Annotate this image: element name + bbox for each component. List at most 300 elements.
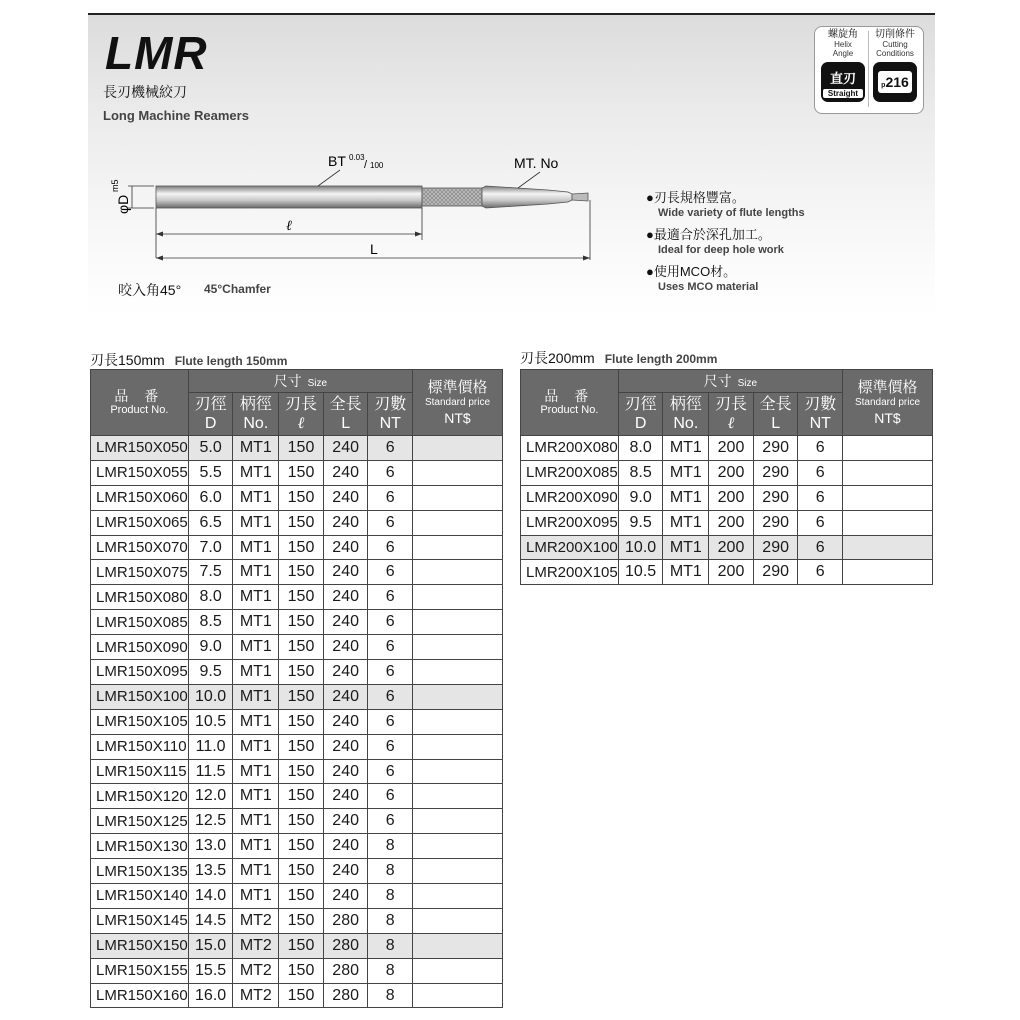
cell-diameter: 10.5 xyxy=(618,560,663,585)
cell-product-no: LMR150X100 xyxy=(91,684,189,709)
cell-shank-taper: MT2 xyxy=(233,983,279,1008)
cell-product-no: LMR150X110 xyxy=(91,734,189,759)
cell-product-no: LMR150X095 xyxy=(91,660,189,685)
product-title-en: Long Machine Reamers xyxy=(103,108,249,123)
tang xyxy=(572,193,588,201)
cell-flute-count: 6 xyxy=(798,510,843,535)
cell-flute-length: 150 xyxy=(279,884,324,909)
cell-diameter: 14.0 xyxy=(188,884,233,909)
bt-denominator: 100 xyxy=(370,161,384,170)
header-size-cn: 尺寸 xyxy=(703,373,732,389)
cell-flute-length: 200 xyxy=(709,560,754,585)
cell-product-no: LMR150X055 xyxy=(91,460,189,485)
cell-overall-length: 240 xyxy=(323,585,368,610)
cell-flute-length: 150 xyxy=(279,859,324,884)
cell-shank-taper: MT1 xyxy=(233,734,279,759)
header-size-en: Size xyxy=(737,378,758,389)
feature-item xyxy=(646,227,805,258)
cell-product-no: LMR150X125 xyxy=(91,809,189,834)
cell-flute-count: 6 xyxy=(368,784,413,809)
cell-overall-length: 240 xyxy=(323,485,368,510)
cell-overall-length: 290 xyxy=(753,436,798,461)
svg-text:/: / xyxy=(364,159,368,171)
cell-price xyxy=(413,635,503,660)
cell-flute-count: 8 xyxy=(368,884,413,909)
chamfer-label-en: 45°Chamfer xyxy=(204,282,271,296)
table-row xyxy=(521,436,933,461)
header-price xyxy=(843,370,933,436)
table-row xyxy=(521,460,933,485)
cell-product-no: LMR150X060 xyxy=(91,485,189,510)
cell-price xyxy=(413,759,503,784)
table-flute-200 xyxy=(520,369,933,585)
cell-overall-length: 280 xyxy=(323,933,368,958)
table-row xyxy=(91,460,503,485)
cell-shank-taper: MT1 xyxy=(233,759,279,784)
header-size-en: Size xyxy=(307,378,328,389)
cell-shank-taper: MT1 xyxy=(233,510,279,535)
cell-product-no: LMR150X135 xyxy=(91,859,189,884)
cell-product-no: LMR150X120 xyxy=(91,784,189,809)
cell-flute-count: 8 xyxy=(368,983,413,1008)
cell-flute-length: 150 xyxy=(279,684,324,709)
cell-flute-count: 6 xyxy=(368,809,413,834)
product-title-cn: 長刃機械絞刀 xyxy=(103,84,187,100)
cell-price xyxy=(413,884,503,909)
helix-label-en2: Angle xyxy=(832,49,854,58)
cell-product-no: LMR150X115 xyxy=(91,759,189,784)
cell-diameter: 8.5 xyxy=(618,460,663,485)
table-row xyxy=(91,908,503,933)
cell-flute-count: 6 xyxy=(798,460,843,485)
cell-flute-count: 6 xyxy=(798,535,843,560)
cell-product-no: LMR150X065 xyxy=(91,510,189,535)
cell-shank-taper: MT1 xyxy=(233,585,279,610)
cell-flute-count: 6 xyxy=(798,560,843,585)
cell-diameter: 9.5 xyxy=(188,660,233,685)
cell-diameter: 7.5 xyxy=(188,560,233,585)
cell-diameter: 15.0 xyxy=(188,933,233,958)
table150-caption-cn: 刃長150mm xyxy=(90,352,165,368)
table200-caption-cn: 刃長200mm xyxy=(520,350,595,366)
cell-overall-length: 290 xyxy=(753,535,798,560)
cell-shank-taper: MT1 xyxy=(233,436,279,461)
table-row xyxy=(91,535,503,560)
cell-flute-length: 150 xyxy=(279,510,324,535)
table-row xyxy=(91,933,503,958)
cell-flute-length: 150 xyxy=(279,535,324,560)
cell-overall-length: 290 xyxy=(753,485,798,510)
feature-en: Uses MCO material xyxy=(658,281,759,293)
cell-diameter: 13.5 xyxy=(188,859,233,884)
header-product xyxy=(91,370,189,436)
table200-caption-en: Flute length 200mm xyxy=(604,352,718,366)
cell-flute-length: 200 xyxy=(709,485,754,510)
cell-flute-count: 6 xyxy=(368,535,413,560)
page-reference-icon[interactable] xyxy=(873,62,917,102)
cell-price xyxy=(413,834,503,859)
cell-shank-taper: MT1 xyxy=(663,436,709,461)
table150-caption-en: Flute length 150mm xyxy=(174,354,288,368)
table-row xyxy=(91,485,503,510)
cell-diameter: 14.5 xyxy=(188,908,233,933)
feature-item xyxy=(646,190,805,221)
table-flute-150 xyxy=(90,369,503,1008)
cell-overall-length: 240 xyxy=(323,784,368,809)
cell-product-no: LMR200X100 xyxy=(521,535,619,560)
header-dia: 刃徑 D xyxy=(618,393,663,436)
cell-shank-taper: MT1 xyxy=(233,660,279,685)
cell-flute-length: 150 xyxy=(279,560,324,585)
page-number: 216 xyxy=(885,74,909,90)
cell-product-no: LMR150X080 xyxy=(91,585,189,610)
reamer-drawing xyxy=(110,148,610,268)
header-shank: 柄徑 No. xyxy=(233,393,279,436)
cell-flute-count: 6 xyxy=(368,436,413,461)
table-row xyxy=(521,485,933,510)
cell-flute-length: 150 xyxy=(279,809,324,834)
cell-flute-length: 150 xyxy=(279,958,324,983)
cell-diameter: 11.5 xyxy=(188,759,233,784)
feature-cn: ●刃長規格豐富。 xyxy=(646,190,745,205)
header-size xyxy=(188,370,412,393)
cell-overall-length: 280 xyxy=(323,958,368,983)
cell-flute-count: 6 xyxy=(368,759,413,784)
table-row xyxy=(91,684,503,709)
cell-flute-length: 150 xyxy=(279,983,324,1008)
cutting-label-cn: 切削條件 xyxy=(875,29,915,40)
cell-diameter: 6.0 xyxy=(188,485,233,510)
cell-price xyxy=(413,983,503,1008)
cell-shank-taper: MT1 xyxy=(663,510,709,535)
cell-flute-length: 150 xyxy=(279,784,324,809)
taper-shank xyxy=(482,186,572,208)
cell-shank-taper: MT1 xyxy=(233,834,279,859)
cell-product-no: LMR150X130 xyxy=(91,834,189,859)
header-total: 全長 L xyxy=(753,393,798,436)
table-row xyxy=(91,510,503,535)
cell-flute-length: 150 xyxy=(279,485,324,510)
cell-product-no: LMR150X160 xyxy=(91,983,189,1008)
cell-product-no: LMR150X050 xyxy=(91,436,189,461)
cell-flute-count: 8 xyxy=(368,908,413,933)
cell-product-no: LMR150X090 xyxy=(91,635,189,660)
cell-flute-count: 8 xyxy=(368,958,413,983)
cell-diameter: 8.5 xyxy=(188,610,233,635)
cell-diameter: 10.5 xyxy=(188,709,233,734)
cell-overall-length: 290 xyxy=(753,560,798,585)
cell-diameter: 9.0 xyxy=(618,485,663,510)
cell-flute-length: 150 xyxy=(279,759,324,784)
header-dia: 刃徑 D xyxy=(188,393,233,436)
spec-badges xyxy=(814,26,924,114)
cell-price xyxy=(413,610,503,635)
table-row xyxy=(521,560,933,585)
table-row xyxy=(91,436,503,461)
cell-diameter: 12.5 xyxy=(188,809,233,834)
header-price-cn: 標準價格 xyxy=(857,378,918,396)
header-product-cn: 品 番 xyxy=(114,388,165,404)
cell-shank-taper: MT1 xyxy=(663,535,709,560)
chamfer-label-cn: 咬入角45° xyxy=(118,282,182,298)
cell-overall-length: 240 xyxy=(323,884,368,909)
cell-price xyxy=(413,859,503,884)
table-row xyxy=(91,734,503,759)
cell-flute-length: 150 xyxy=(279,834,324,859)
cell-price xyxy=(413,660,503,685)
cell-product-no: LMR200X080 xyxy=(521,436,619,461)
cell-product-no: LMR150X075 xyxy=(91,560,189,585)
cell-diameter: 15.5 xyxy=(188,958,233,983)
cell-diameter: 5.5 xyxy=(188,460,233,485)
diameter-label: φD xyxy=(115,194,131,214)
cell-overall-length: 240 xyxy=(323,859,368,884)
header-flute: 刃長 ℓ xyxy=(279,393,324,436)
cell-overall-length: 240 xyxy=(323,535,368,560)
header-teeth: 刃數 NT xyxy=(798,393,843,436)
cell-price xyxy=(413,535,503,560)
cell-price xyxy=(413,510,503,535)
cell-overall-length: 240 xyxy=(323,635,368,660)
table-row xyxy=(91,709,503,734)
cell-price xyxy=(413,560,503,585)
cell-overall-length: 240 xyxy=(323,660,368,685)
diameter-tolerance: m5 xyxy=(110,179,120,192)
straight-icon-text: 直刃 xyxy=(829,71,856,86)
cell-diameter: 5.0 xyxy=(188,436,233,461)
cell-flute-count: 6 xyxy=(368,734,413,759)
header-flute: 刃長 ℓ xyxy=(709,393,754,436)
table-row xyxy=(91,958,503,983)
cell-shank-taper: MT2 xyxy=(233,933,279,958)
header-total: 全長 L xyxy=(323,393,368,436)
cutting-conditions-badge xyxy=(869,29,921,102)
neck-section xyxy=(422,188,482,206)
table-row xyxy=(91,809,503,834)
table-row xyxy=(91,610,503,635)
cell-flute-length: 200 xyxy=(709,535,754,560)
table-row xyxy=(91,859,503,884)
feature-cn: ●使用MCO材。 xyxy=(646,264,737,279)
cell-price xyxy=(843,510,933,535)
table200-caption xyxy=(520,348,717,368)
cell-diameter: 16.0 xyxy=(188,983,233,1008)
cell-shank-taper: MT1 xyxy=(233,635,279,660)
cell-price xyxy=(413,436,503,461)
cell-diameter: 7.0 xyxy=(188,535,233,560)
cell-flute-length: 150 xyxy=(279,635,324,660)
product-logo: LMR xyxy=(105,27,208,79)
table-row xyxy=(91,759,503,784)
table-row xyxy=(91,834,503,859)
cell-shank-taper: MT1 xyxy=(663,460,709,485)
header-product-en: Product No. xyxy=(110,404,169,416)
cutting-label-en2: Conditions xyxy=(876,49,914,58)
cell-product-no: LMR150X085 xyxy=(91,610,189,635)
cell-shank-taper: MT1 xyxy=(233,859,279,884)
cell-price xyxy=(843,485,933,510)
cell-flute-count: 6 xyxy=(368,709,413,734)
cell-price xyxy=(413,460,503,485)
cell-shank-taper: MT1 xyxy=(233,884,279,909)
header-shank: 柄徑 No. xyxy=(663,393,709,436)
cell-flute-length: 200 xyxy=(709,510,754,535)
header-product xyxy=(521,370,619,436)
table150-caption xyxy=(90,350,287,370)
cell-flute-length: 150 xyxy=(279,660,324,685)
cell-shank-taper: MT1 xyxy=(233,709,279,734)
header-size-cn: 尺寸 xyxy=(273,373,302,389)
cell-flute-length: 150 xyxy=(279,585,324,610)
cell-price xyxy=(843,560,933,585)
cell-overall-length: 240 xyxy=(323,610,368,635)
cell-overall-length: 290 xyxy=(753,460,798,485)
cell-overall-length: 240 xyxy=(323,734,368,759)
cell-overall-length: 240 xyxy=(323,709,368,734)
cell-diameter: 8.0 xyxy=(188,585,233,610)
cell-product-no: LMR150X070 xyxy=(91,535,189,560)
header-teeth: 刃數 NT xyxy=(368,393,413,436)
table-row xyxy=(91,585,503,610)
cell-shank-taper: MT1 xyxy=(233,809,279,834)
cell-product-no: LMR150X105 xyxy=(91,709,189,734)
cell-product-no: LMR200X085 xyxy=(521,460,619,485)
cell-diameter: 10.0 xyxy=(618,535,663,560)
feature-en: Ideal for deep hole work xyxy=(658,244,784,256)
cell-price xyxy=(413,784,503,809)
cell-price xyxy=(843,436,933,461)
straight-flute-icon xyxy=(821,62,865,102)
cell-price xyxy=(413,485,503,510)
cell-flute-length: 150 xyxy=(279,908,324,933)
cell-diameter: 6.5 xyxy=(188,510,233,535)
cell-flute-length: 150 xyxy=(279,709,324,734)
table200-body xyxy=(521,436,933,585)
flute-section xyxy=(156,186,422,208)
helix-angle-badge xyxy=(817,29,869,102)
cell-shank-taper: MT1 xyxy=(233,535,279,560)
feature-item xyxy=(646,264,805,295)
cell-price xyxy=(843,535,933,560)
cell-shank-taper: MT1 xyxy=(663,485,709,510)
header-price-unit: NT$ xyxy=(874,409,901,426)
cell-flute-count: 6 xyxy=(798,485,843,510)
cell-flute-count: 8 xyxy=(368,859,413,884)
cell-overall-length: 240 xyxy=(323,460,368,485)
cell-flute-length: 200 xyxy=(709,436,754,461)
cell-product-no: LMR150X155 xyxy=(91,958,189,983)
cell-product-no: LMR200X090 xyxy=(521,485,619,510)
table-row xyxy=(91,660,503,685)
cell-overall-length: 240 xyxy=(323,759,368,784)
cell-flute-count: 6 xyxy=(798,436,843,461)
header-price-unit: NT$ xyxy=(444,409,471,426)
cell-price xyxy=(413,908,503,933)
header-price xyxy=(413,370,503,436)
cell-shank-taper: MT1 xyxy=(233,784,279,809)
cell-overall-length: 280 xyxy=(323,983,368,1008)
cell-price xyxy=(413,809,503,834)
cell-product-no: LMR150X145 xyxy=(91,908,189,933)
cell-flute-count: 6 xyxy=(368,684,413,709)
cell-flute-length: 150 xyxy=(279,460,324,485)
header-price-cn: 標準價格 xyxy=(427,378,488,396)
cell-overall-length: 240 xyxy=(323,809,368,834)
cell-flute-count: 6 xyxy=(368,660,413,685)
bt-numerator: 0.03 xyxy=(349,153,365,162)
cell-price xyxy=(413,933,503,958)
cell-diameter: 9.0 xyxy=(188,635,233,660)
feature-en: Wide variety of flute lengths xyxy=(658,207,805,219)
cell-price xyxy=(413,684,503,709)
cell-flute-length: 150 xyxy=(279,933,324,958)
cell-flute-length: 150 xyxy=(279,436,324,461)
cell-price xyxy=(413,734,503,759)
cell-shank-taper: MT1 xyxy=(663,560,709,585)
cell-overall-length: 280 xyxy=(323,908,368,933)
header-price-en: Standard price xyxy=(424,396,491,408)
table-row xyxy=(91,784,503,809)
cell-overall-length: 240 xyxy=(323,684,368,709)
cell-shank-taper: MT2 xyxy=(233,958,279,983)
cell-diameter: 12.0 xyxy=(188,784,233,809)
cell-flute-count: 8 xyxy=(368,933,413,958)
cell-product-no: LMR200X105 xyxy=(521,560,619,585)
cutting-label-en1: Cutting xyxy=(882,40,908,49)
cell-flute-length: 150 xyxy=(279,734,324,759)
cell-flute-count: 6 xyxy=(368,585,413,610)
cell-product-no: LMR150X150 xyxy=(91,933,189,958)
page-prefix: p xyxy=(881,82,886,89)
cell-price xyxy=(843,460,933,485)
flute-length-symbol: ℓ xyxy=(286,219,292,234)
bt-label: BT xyxy=(328,153,346,169)
cell-shank-taper: MT1 xyxy=(233,560,279,585)
cell-price xyxy=(413,585,503,610)
cell-price xyxy=(413,709,503,734)
table-row xyxy=(91,560,503,585)
cell-flute-length: 150 xyxy=(279,610,324,635)
cell-diameter: 9.5 xyxy=(618,510,663,535)
cell-diameter: 11.0 xyxy=(188,734,233,759)
header-product-en: Product No. xyxy=(540,404,599,416)
cell-flute-count: 6 xyxy=(368,560,413,585)
cell-product-no: LMR200X095 xyxy=(521,510,619,535)
cell-diameter: 8.0 xyxy=(618,436,663,461)
table-row xyxy=(91,635,503,660)
table-row xyxy=(521,510,933,535)
header-size xyxy=(618,370,842,393)
cell-flute-length: 200 xyxy=(709,460,754,485)
feature-list xyxy=(646,190,805,301)
cell-shank-taper: MT1 xyxy=(233,610,279,635)
table150-body xyxy=(91,436,503,1008)
cell-overall-length: 240 xyxy=(323,436,368,461)
cell-shank-taper: MT1 xyxy=(233,485,279,510)
mt-label: MT. No xyxy=(514,155,559,171)
cell-flute-count: 6 xyxy=(368,460,413,485)
table-row xyxy=(91,884,503,909)
cell-shank-taper: MT2 xyxy=(233,908,279,933)
header-price-en: Standard price xyxy=(854,396,921,408)
cell-flute-count: 6 xyxy=(368,635,413,660)
feature-cn: ●最適合於深孔加工。 xyxy=(646,227,771,242)
table-row xyxy=(521,535,933,560)
header-product-cn: 品 番 xyxy=(544,388,595,404)
cell-shank-taper: MT1 xyxy=(233,684,279,709)
helix-label-cn: 螺旋角 xyxy=(828,29,858,40)
straight-icon-sub: Straight xyxy=(823,89,863,98)
